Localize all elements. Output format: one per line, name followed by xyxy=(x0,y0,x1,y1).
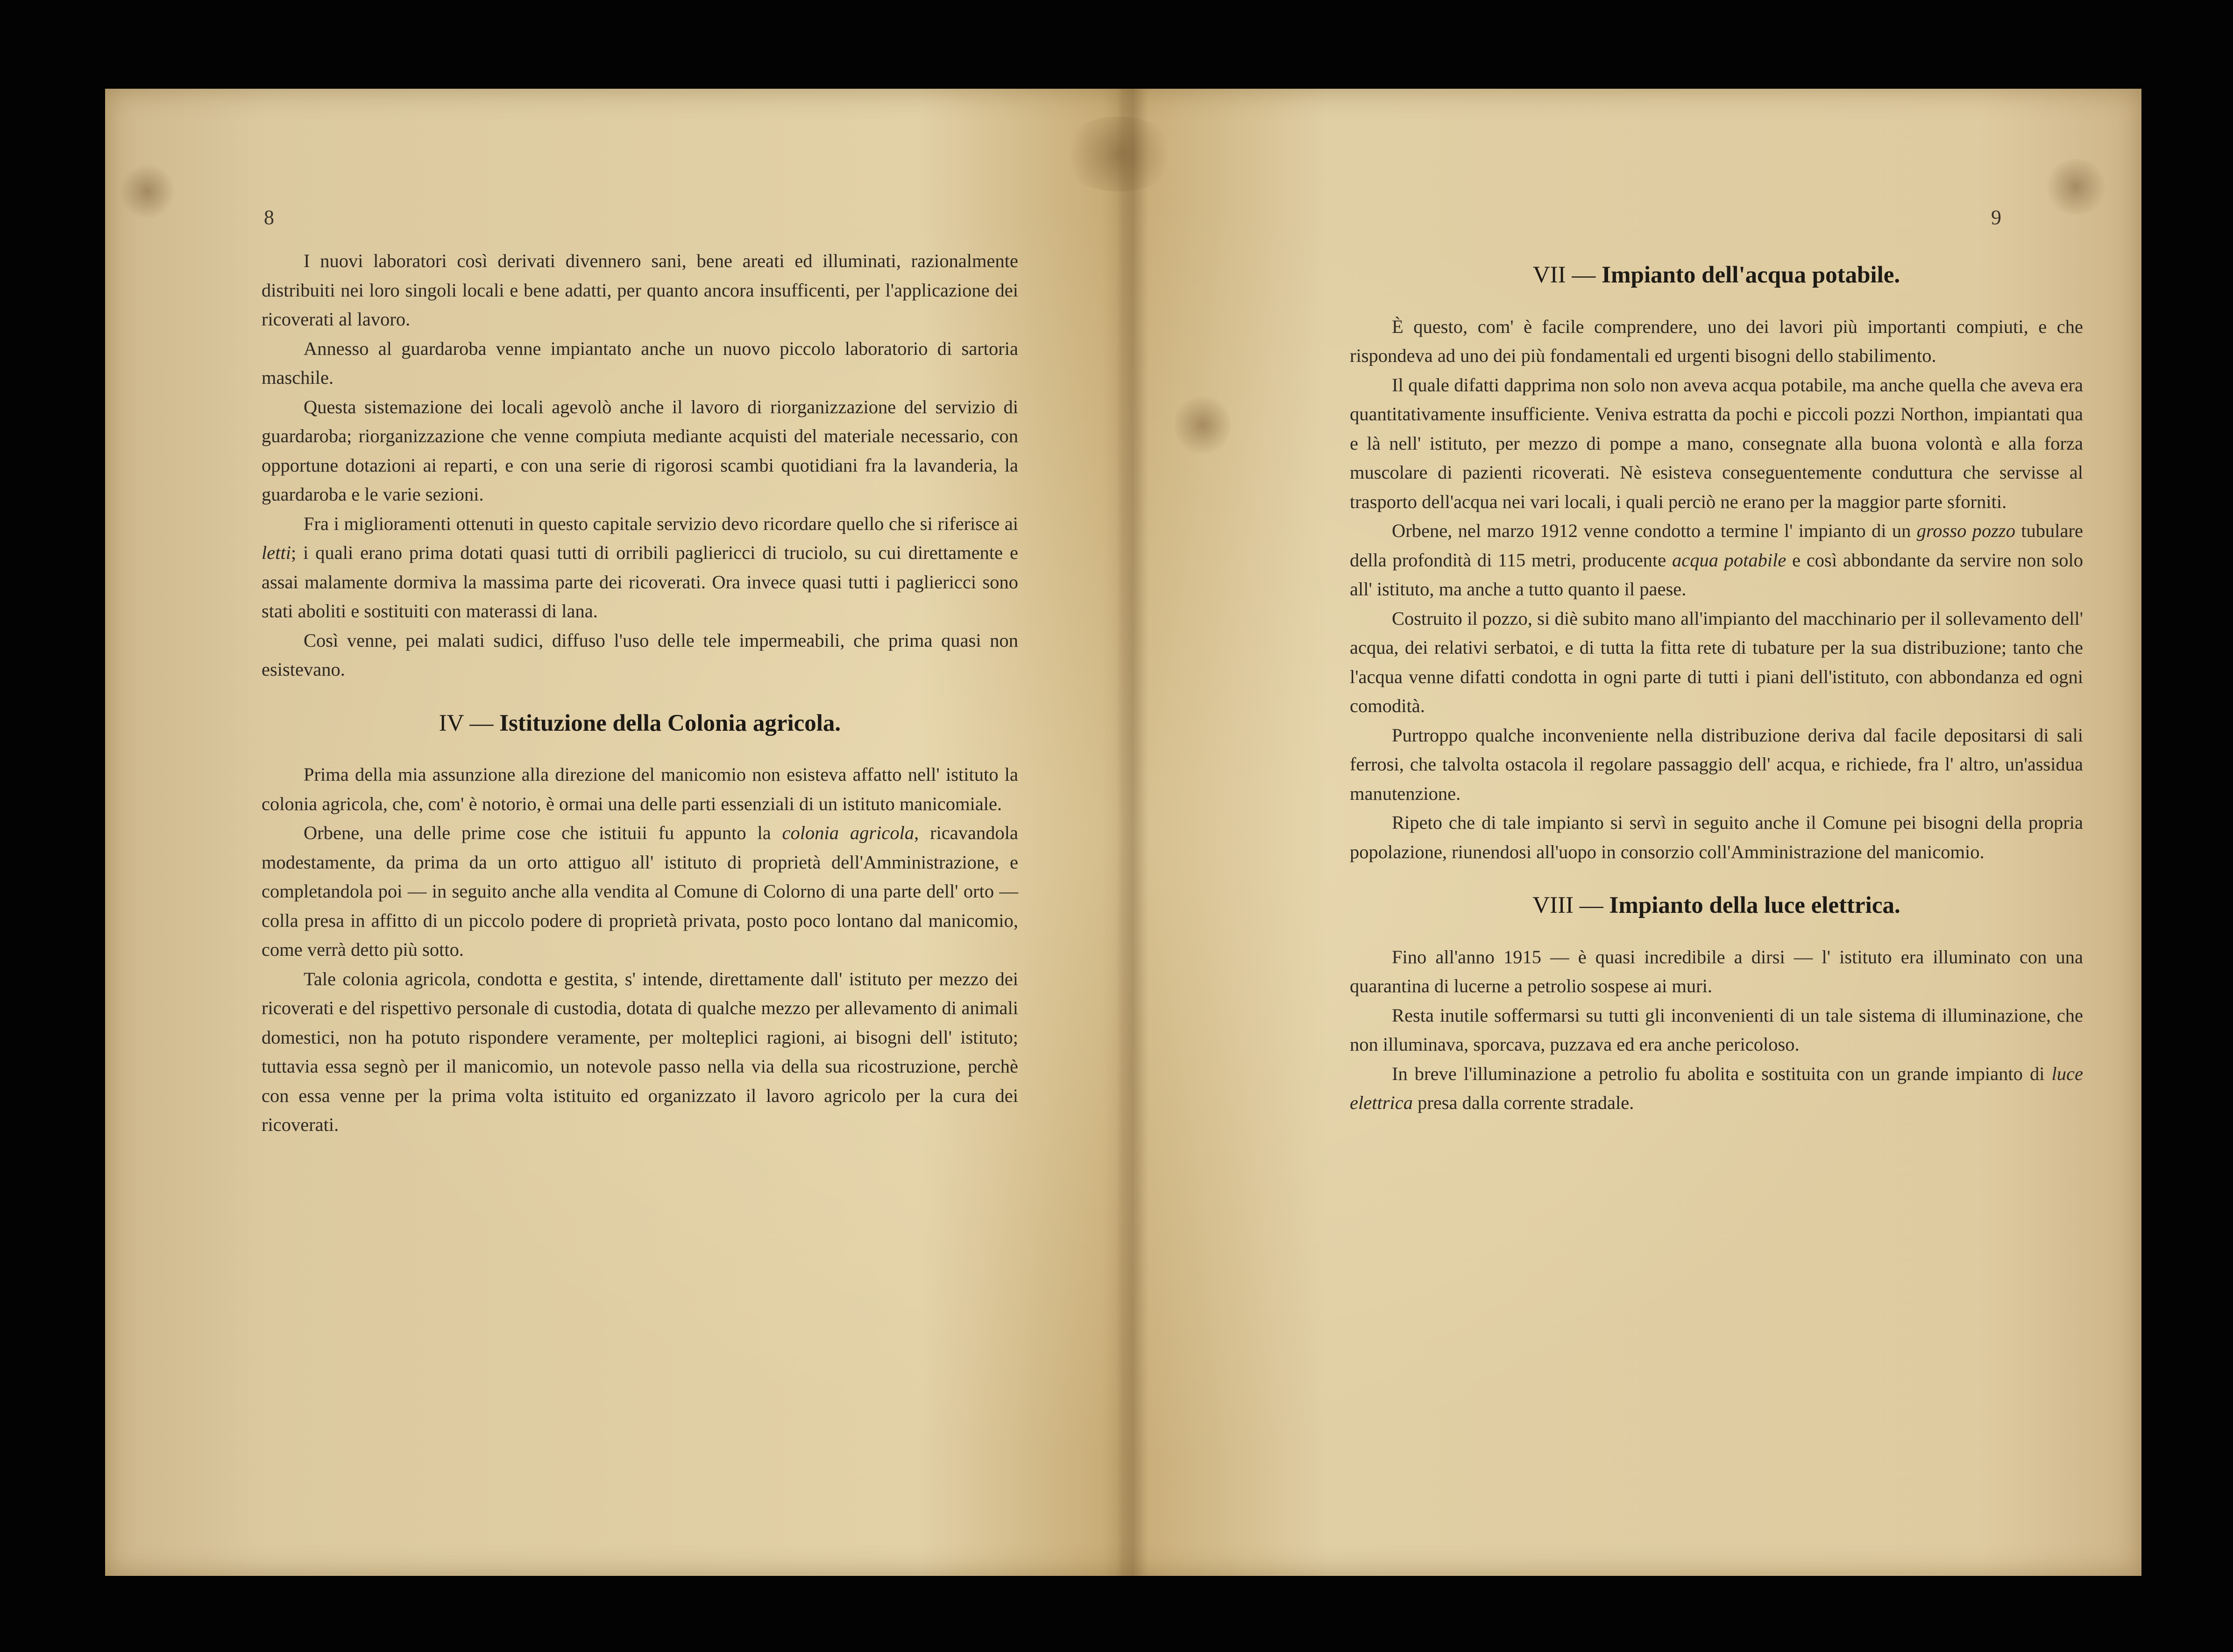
page-number: 9 xyxy=(1991,206,2001,229)
paragraph-letti xyxy=(262,509,1018,626)
section-heading-viii xyxy=(1350,891,2083,920)
paragraph: Costruito il pozzo, si diè subito mano all'impianto del macchinario per il sollevamento dell' acqua, dei relativi serbatoi, e di tutta la fitta rete di tubature per la sua distribuzione; tanto che l'acqua venne difatti condotta in ogni parte di tutti i piani dell'istituto, con abbondanza ed ogni comodità. xyxy=(1350,607,2083,716)
paragraph: I nuovi laboratori così derivati divennero sani, bene areati ed illuminati, razionalmente distribuiti nei loro singoli locali e bene adatti, per quanto ancora insufficenti, per l'applicazione dei ricoverati al lavoro. xyxy=(262,250,1018,330)
paragraph: Prima della mia assunzione alla direzione del manicomio non esisteva affatto nell' istituto la colonia agricola, che, com' è notorio, è ormai una delle parti essenziali di un istituto manicomiale. xyxy=(262,764,1018,814)
paragraph: Resta inutile soffermarsi su tutti gli inconvenienti di un tale sistema di illuminazione, che non illuminava, sporcava, puzzava ed era anche pericoloso. xyxy=(1350,1004,2083,1055)
text-run: presa dalla corrente stradale. xyxy=(1412,1092,1634,1113)
section-title: Impianto della luce elettrica. xyxy=(1609,892,1900,918)
right-page-body xyxy=(1350,176,2083,1118)
paragraph-luce xyxy=(1350,1059,2083,1118)
paragraph: Il quale difatti dapprima non solo non aveva acqua potabile, ma anche quella che aveva era quantitativamente insufficiente. Veniva estratta da pochi e piccoli pozzi Northon, impiantati qua e là nell' istituto, per mezzo di pompe a mano, consegnate alla buona volontà e alla forza muscolare di pazienti ricoverati. Nè esisteva conseguentemente conduttura che servisse al trasporto dell'acqua nei vari locali, i quali perciò ne erano per la maggior parte sforniti. xyxy=(1350,374,2083,512)
text-run: Orbene, una delle prime cose che istituii fu appunto la xyxy=(304,822,782,843)
section-number: IV — xyxy=(439,710,494,736)
paragraph: Purtroppo qualche inconveniente nella distribuzione deriva dal facile depositarsi di sali ferrosi, che talvolta ostacola il regolare passaggio dell' acqua, e richiede, fra l' altro, un'assidua manutenzione. xyxy=(1350,724,2083,804)
section-number: VIII — xyxy=(1532,892,1603,918)
section-heading-vii xyxy=(1350,261,2083,290)
italic-term: luce elettrica xyxy=(1350,1063,2083,1113)
italic-term: colonia agricola xyxy=(782,822,914,843)
right-page xyxy=(1128,89,2141,1576)
page-number: 8 xyxy=(264,206,274,229)
text-run: tubulare della profondità di 115 metri, producente xyxy=(1350,520,2083,571)
section-heading-iv xyxy=(262,709,1018,738)
text-run: , ricavandola modestamente, da prima da un orto attiguo all' istituto di proprietà dell'Amministrazione, e completandola poi — in seguito anche alla vendita al Comune di Colorno di una parte dell' orto — colla presa in affitto di un piccolo podere di proprietà privata, posto poco lontano dal manicomio, come verrà detto più sotto. xyxy=(262,822,1018,960)
paragraph: Tale colonia agricola, condotta e gestita, s' intende, direttamente dall' istituto per mezzo dei ricoverati e del rispettivo personale di custodia, dotata di qualche mezzo per allevamento di animali domestici, non ha potuto rispondere veramente, per molteplici ragioni, ai bisogni dell' istituto; tuttavia essa segnò per il manicomio, un notevole passo nella via della sua ricostruzione, perchè con essa venne per la prima volta istituito ed organizzato il lavoro agricolo per la cura dei ricoverati. xyxy=(262,968,1018,1135)
text-run: Fra i miglioramenti ottenuti in questo capitale servizio devo ricordare quello che si riferisce ai xyxy=(304,513,1018,534)
paper-sheet xyxy=(105,89,2141,1576)
text-run: Orbene, nel marzo 1912 venne condotto a termine l' impianto di un xyxy=(1392,520,1917,541)
section-title: Istituzione della Colonia agricola. xyxy=(499,710,841,736)
left-page-body xyxy=(262,247,1018,1140)
paragraph: È questo, com' è facile comprendere, uno dei lavori più importanti compiuti, e che rispondeva ad uno dei più fondamentali ed urgenti bisogni dello stabilimento. xyxy=(1350,316,2083,366)
paragraph: Fino all'anno 1915 — è quasi incredibile a dirsi — l' istituto era illuminato con una quarantina di lucerne a petrolio sospese ai muri. xyxy=(1350,946,2083,996)
paragraph-colonia xyxy=(262,819,1018,965)
italic-term: grosso pozzo xyxy=(1916,520,2015,541)
text-run: e così abbondante da servire non solo all' istituto, ma anche a tutto quanto il paese. xyxy=(1350,549,2084,600)
paragraph: Così venne, pei malati sudici, diffuso l'uso delle tele impermeabili, che prima quasi non esistevano. xyxy=(262,629,1018,680)
text-run: In breve l'illuminazione a petrolio fu abolita e sostituita con un grande impianto di xyxy=(1392,1063,2052,1084)
paragraph: Questa sistemazione dei locali agevolò anche il lavoro di riorganizzazione del servizio di guardaroba; riorganizzazione che venne compiuta mediante acquisti del materiale necessario, con opportune dotazioni ai reparti, e con una serie di rigorosi scambi quotidiani fra la lavanderia, la guardaroba e le varie sezioni. xyxy=(262,396,1018,505)
paragraph: Ripeto che di tale impianto si servì in seguito anche il Comune pei bisogni della propria popolazione, riunendosi all'uopo in consorzio coll'Amministrazione del manicomio. xyxy=(1350,812,2083,862)
left-page xyxy=(105,89,1128,1576)
section-number: VII — xyxy=(1532,262,1596,288)
section-title: Impianto dell'acqua potabile. xyxy=(1602,262,1900,288)
paragraph-pozzo xyxy=(1350,516,2083,604)
text-run: ; i quali erano prima dotati quasi tutti di orribili pagliericci di truciolo, su cui direttamente e assai malamente dormiva la massima parte dei ricoverati. Ora invece quasi tutti i pagliericci sono stati aboliti e sostituiti con materassi di lana. xyxy=(262,542,1018,621)
italic-term: acqua potabile xyxy=(1672,549,1786,571)
paragraph: Annesso al guardaroba venne impiantato anche un nuovo piccolo laboratorio di sartoria maschile. xyxy=(262,338,1018,388)
italic-term: letti xyxy=(262,542,291,563)
